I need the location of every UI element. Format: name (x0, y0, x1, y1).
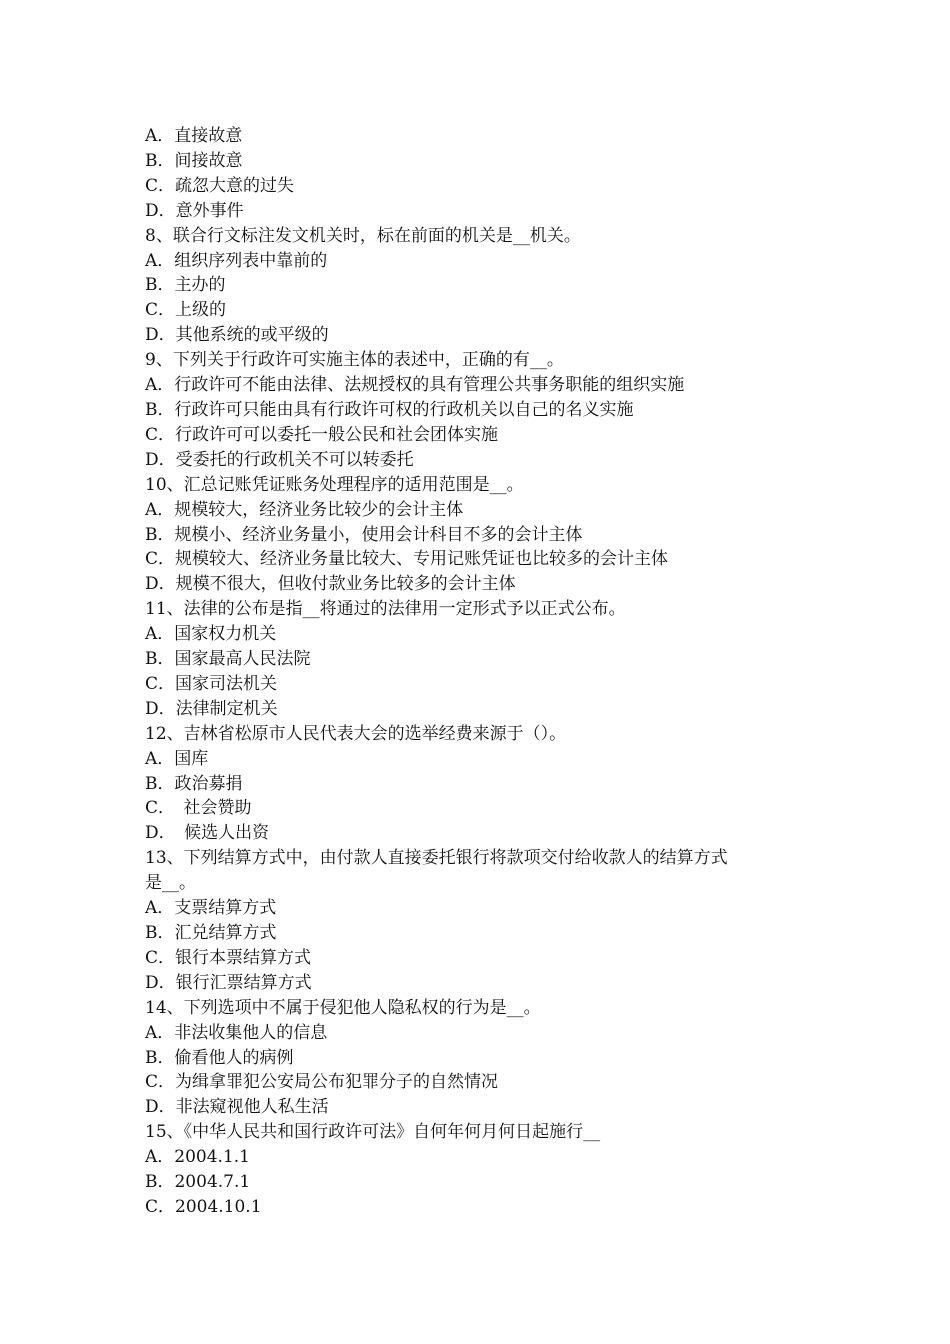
question-line: 8、联合行文标注发文机关时，标在前面的机关是__机关。 (145, 225, 581, 246)
option-line: A．国库 (145, 748, 209, 769)
option-line: C．规模较大、经济业务量比较大、专用记账凭证也比较多的会计主体 (145, 549, 669, 570)
option-line: B．间接故意 (145, 150, 243, 171)
option-line: D．法律制定机关 (145, 698, 278, 719)
option-line: B．政治募捐 (145, 773, 243, 794)
option-line: C．疏忽大意的过失 (145, 175, 295, 196)
option-line: B．规模小、经济业务量小，使用会计科目不多的会计主体 (145, 524, 583, 545)
option-line: C．行政许可可以委托一般公民和社会团体实施 (145, 424, 499, 445)
option-line: D．意外事件 (145, 200, 244, 221)
question-line-continued: 是__。 (145, 873, 196, 894)
option-line: C．国家司法机关 (145, 673, 278, 694)
option-line: B．行政许可只能由具有行政许可权的行政机关以自己的名义实施 (145, 399, 634, 420)
question-line: 11、法律的公布是指__将通过的法律用一定形式予以正式公布。 (145, 599, 626, 620)
question-line: 15、《中华人民共和国行政许可法》自何年何月何日起施行__ (145, 1122, 601, 1143)
option-line: B．主办的 (145, 275, 226, 296)
question-line: 12、吉林省松原市人民代表大会的选举经费来源于（）。 (145, 723, 567, 744)
option-line: D． 候选人出资 (145, 823, 270, 844)
option-line: A．非法收集他人的信息 (145, 1022, 328, 1043)
option-line: B．汇兑结算方式 (145, 923, 277, 943)
option-line: C．上级的 (145, 300, 227, 321)
option-line: C．银行本票结算方式 (145, 947, 312, 968)
option-line: A．支票结算方式 (145, 898, 277, 919)
option-line: B．国家最高人民法院 (145, 649, 311, 670)
option-line: C． 社会赞助 (145, 798, 252, 819)
question-line: 9、下列关于行政许可实施主体的表述中，正确的有__。 (145, 350, 564, 371)
exam-question-list (145, 124, 815, 1220)
option-line: D．规模不很大，但收付款业务比较多的会计主体 (145, 574, 516, 595)
option-line: A．直接故意 (145, 126, 243, 146)
option-line: D．受委托的行政机关不可以转委托 (145, 449, 414, 470)
option-line: A．规模较大，经济业务比较少的会计主体 (145, 499, 464, 520)
option-line: D．其他系统的或平级的 (145, 325, 329, 346)
question-line: 10、汇总记账凭证账务处理程序的适用范围是__。 (145, 474, 524, 495)
option-line: A．组织序列表中靠前的 (145, 250, 328, 271)
option-line: C．2004.10.1 (145, 1196, 262, 1217)
option-line: A．2004.1.1 (145, 1147, 250, 1168)
question-line: 13、下列结算方式中，由付款人直接委托银行将款项交付给收款人的结算方式 (145, 848, 728, 869)
question-line: 14、下列选项中不属于侵犯他人隐私权的行为是__。 (145, 997, 541, 1018)
option-line: C．为缉拿罪犯公安局公布犯罪分子的自然情况 (145, 1072, 499, 1093)
option-line: D．银行汇票结算方式 (145, 972, 312, 993)
option-line: D．非法窥视他人私生活 (145, 1097, 329, 1118)
option-line: A．国家权力机关 (145, 624, 277, 645)
option-line: A．行政许可不能由法律、法规授权的具有管理公共事务职能的组织实施 (145, 375, 685, 396)
option-line: B．偷看他人的病例 (145, 1047, 294, 1068)
option-line: B．2004.7.1 (145, 1172, 251, 1193)
